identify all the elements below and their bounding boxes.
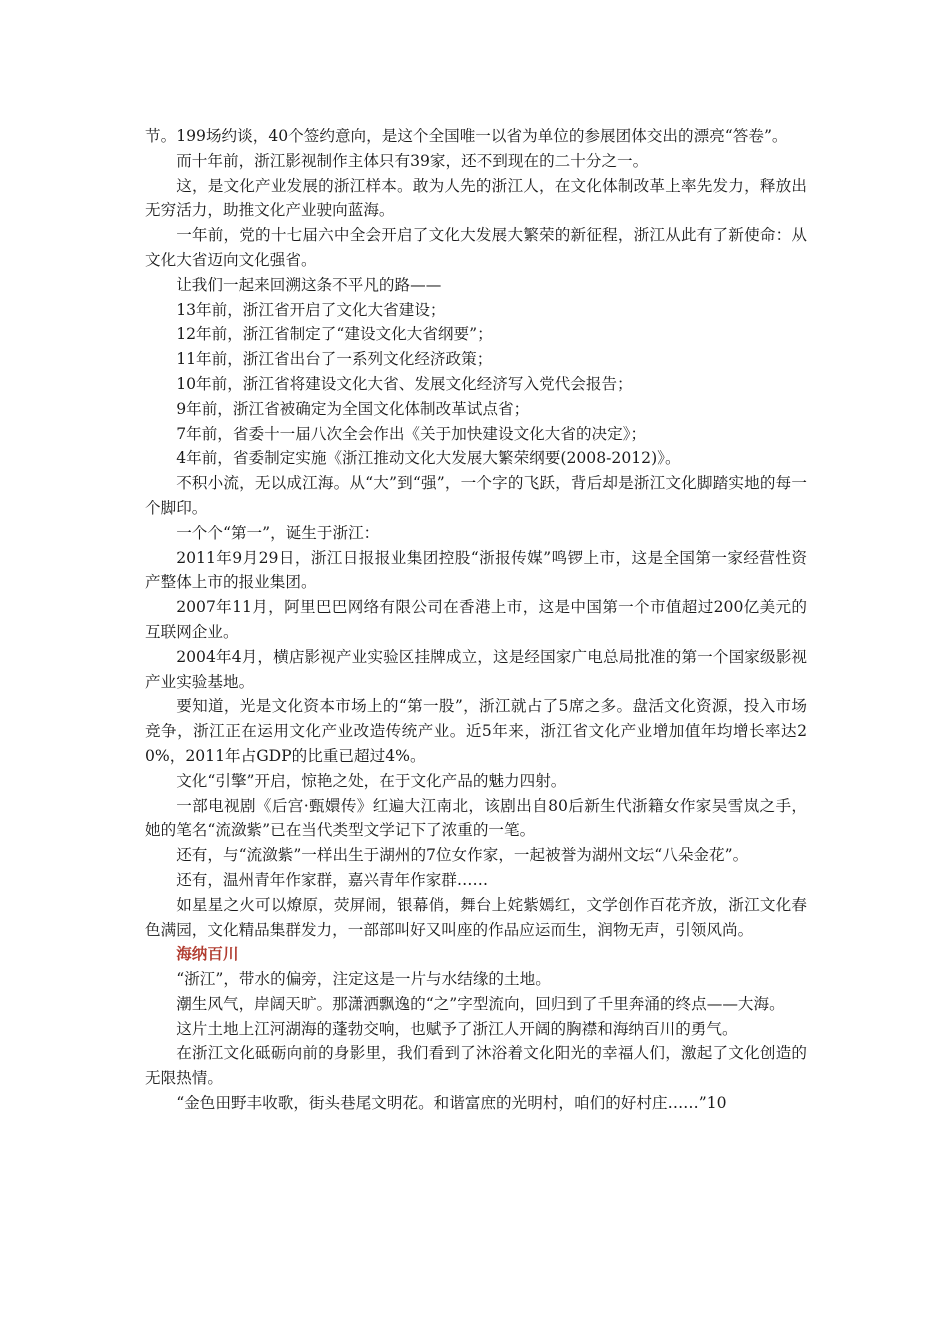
- paragraph: 这，是文化产业发展的浙江样本。敢为人先的浙江人，在文化体制改革上率先发力，释放出无穷活力，助推文化产业驶向蓝海。: [145, 176, 807, 220]
- paragraph: 2007年11月，阿里巴巴网络有限公司在香港上市，这是中国第一个市值超过200亿美元的互联网企业。: [145, 598, 807, 641]
- article-body: [145, 124, 807, 1116]
- paragraph: 一个个“第一”，诞生于浙江：: [176, 523, 380, 542]
- paragraph: 13年前，浙江省开启了文化大省建设；: [176, 300, 446, 319]
- paragraph: 节。199场约谈，40个签约意向，是这个全国唯一以省为单位的参展团体交出的漂亮“答卷”。: [145, 127, 788, 145]
- paragraph: 10年前，浙江省将建设文化大省、发展文化经济写入党代会报告；: [176, 374, 633, 393]
- paragraph: 7年前，省委十一届八次全会作出《关于加快建设文化大省的决定》；: [176, 424, 647, 443]
- paragraph: 要知道，光是文化资本市场上的“第一股”，浙江就占了5席之多。盘活文化资源，投入市场竞争，浙江正在运用文化产业改造传统产业。近5年来，浙江省文化产业增加值年均增长率达20%，2011年占GDP的比重已超过4%。: [145, 697, 807, 765]
- paragraph: 4年前，省委制定实施《浙江推动文化大发展大繁荣纲要(2008-2012)》。: [176, 449, 681, 468]
- paragraph: 不积小流，无以成江海。从“大”到“强”，一个字的飞跃，背后却是浙江文化脚踏实地的每一个脚印。: [145, 474, 807, 517]
- paragraph: 还有，温州青年作家群，嘉兴青年作家群……: [176, 870, 489, 889]
- paragraph: 2004年4月，横店影视产业实验区挂牌成立，这是经国家广电总局批准的第一个国家级影视产业实验基地。: [145, 647, 807, 691]
- paragraph: 在浙江文化砥砺向前的身影里，我们看到了沐浴着文化阳光的幸福人们，激起了文化创造的无限热情。: [145, 1044, 807, 1088]
- paragraph: 还有，与“流潋紫”一样出生于湖州的7位女作家，一起被誉为湖州文坛“八朵金花”。: [176, 846, 749, 865]
- paragraph: 9年前，浙江省被确定为全国文化体制改革试点省；: [176, 399, 530, 418]
- paragraph: 一部电视剧《后宫·甄嬛传》红遍大江南北，该剧出自80后新生代浙籍女作家吴雪岚之手，她的笔名“流潋紫”已在当代类型文学记下了浓重的一笔。: [145, 796, 807, 840]
- paragraph: “浙江”，带水的偏旁，注定这是一片与水结缘的土地。: [176, 970, 551, 989]
- paragraph: 让我们一起来回溯这条不平凡的路——: [176, 275, 442, 294]
- paragraph: 潮生风气，岸阔天旷。那潇洒飘逸的“之”字型流向，回归到了千里奔涌的终点——大海。: [176, 994, 785, 1013]
- paragraph: “金色田野丰收歌，街头巷尾文明花。和谐富庶的光明村，咱们的好村庄……”10: [176, 1094, 727, 1113]
- paragraph: 这片土地上江河湖海的蓬勃交响，也赋予了浙江人开阔的胸襟和海纳百川的勇气。: [176, 1019, 738, 1038]
- paragraph: 11年前，浙江省出台了一系列文化经济政策；: [176, 350, 493, 369]
- paragraph: 文化“引擎”开启，惊艳之处，在于文化产品的魅力四射。: [176, 771, 567, 790]
- paragraph: 如星星之火可以燎原，荧屏闹，银幕俏，舞台上姹紫嫣红，文学创作百花齐放，浙江文化春色满园，文化精品集群发力，一部部叫好又叫座的作品应运而生，润物无声，引领风尚。: [145, 895, 807, 939]
- paragraph: 而十年前，浙江影视制作主体只有39家，还不到现在的二十分之一。: [176, 151, 649, 170]
- paragraph: 2011年9月29日，浙江日报报业集团控股“浙报传媒”鸣锣上市，这是全国第一家经营性资产整体上市的报业集团。: [145, 548, 807, 592]
- paragraph: 一年前，党的十七届六中全会开启了文化大发展大繁荣的新征程，浙江从此有了新使命：从文化大省迈向文化强省。: [145, 226, 807, 269]
- section-heading: 海纳百川: [176, 945, 239, 964]
- paragraph: 12年前，浙江省制定了“建设文化大省纲要”；: [176, 325, 493, 344]
